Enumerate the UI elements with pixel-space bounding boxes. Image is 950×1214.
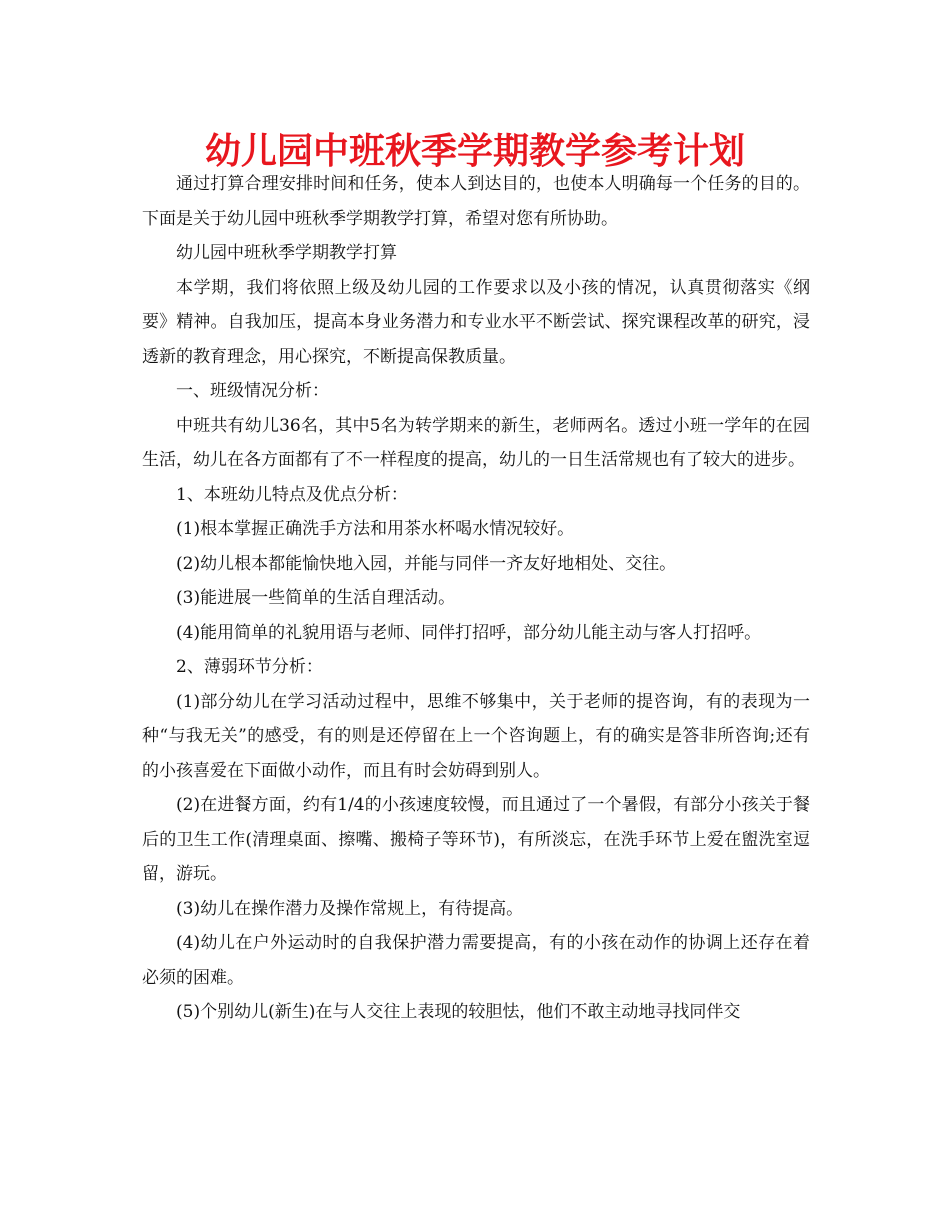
list-item: (5)个别幼儿(新生)在与人交往上表现的较胆怯，他们不敢主动地寻找同伴交 xyxy=(176,1002,741,1022)
section-heading: 幼儿园中班秋季学期教学打算 xyxy=(176,243,397,263)
list-item: (3)能进展一些简单的生活自理活动。 xyxy=(176,588,456,608)
document-title: 幼儿园中班秋季学期教学参考计划 xyxy=(204,131,745,172)
subsection-heading: 1、本班幼儿特点及优点分析： xyxy=(176,484,408,505)
list-item: (1)根本掌握正确洗手方法和用茶水杯喝水情况较好。 xyxy=(176,519,575,539)
intro-paragraph: 通过打算合理安排时间和任务，使本人到达目的，也使本人明确每一个任务的目的。下面是关于幼儿园中班秋季学期教学打算，希望对您有所协助。 xyxy=(142,174,810,229)
list-item: (3)幼儿在操作潜力及操作常规上，有待提高。 xyxy=(176,898,524,919)
subsection-heading: 2、薄弱环节分析： xyxy=(176,657,323,677)
body-paragraph: 本学期，我们将依照上级及幼儿园的工作要求以及小孩的情况，认真贯彻落实《纲要》精神。自我加压，提高本身业务潜力和专业水平不断尝试、探究课程改革的研究，浸透新的教育理念，用心探究，不断提高保教质量。 xyxy=(142,277,810,367)
document-body xyxy=(142,167,810,1030)
list-item: (1)部分幼儿在学习活动过程中，思维不够集中，关于老师的提咨询，有的表现为一种“与我无关”的感受，有的则是还停留在上一个咨询题上，有的确实是答非所咨询;还有的小孩喜爱在下面做小动作，而且有时会妨碍到别人。 xyxy=(142,691,810,781)
body-paragraph: 中班共有幼儿36名，其中5名为转学期来的新生，老师两名。透过小班一学年的在园生活，幼儿在各方面都有了不一样程度的提高，幼儿的一日生活常规也有了较大的进步。 xyxy=(142,415,810,470)
list-item: (4)能用简单的礼貌用语与老师、同伴打招呼，部分幼儿能主动与客人打招呼。 xyxy=(176,622,762,643)
list-item: (2)幼儿根本都能愉快地入园，并能与同伴一齐友好地相处、交往。 xyxy=(176,553,677,574)
section-heading: 一、班级情况分析： xyxy=(176,381,329,401)
list-item: (2)在进餐方面，约有1/4的小孩速度较慢，而且通过了一个暑假，有部分小孩关于餐后的卫生工作(清理桌面、擦嘴、搬椅子等环节)，有所淡忘，在洗手环节上爱在盥洗室逗留，游玩。 xyxy=(142,795,810,884)
list-item: (4)幼儿在户外运动时的自我保护潜力需要提高，有的小孩在动作的协调上还存在着必须的困难。 xyxy=(142,933,810,988)
